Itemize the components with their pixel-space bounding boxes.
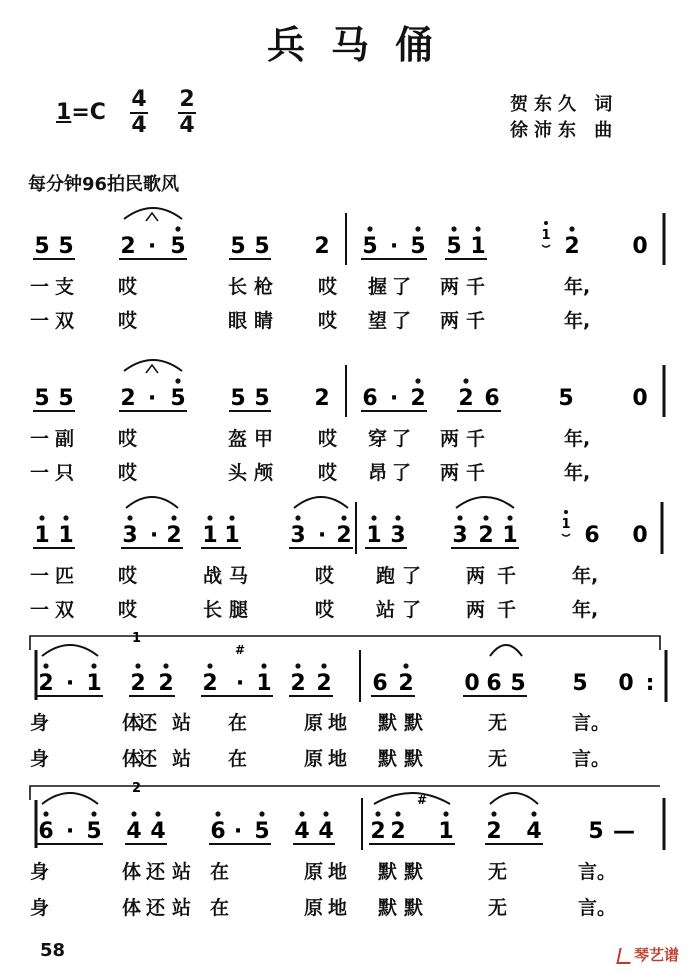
lyric-char: 默 xyxy=(404,748,424,770)
octave-dot xyxy=(507,515,512,520)
lyric-char: 无 xyxy=(488,748,508,770)
lyric-char: 原 xyxy=(304,748,324,770)
lyric-char: 握 xyxy=(368,276,388,298)
note: 3 xyxy=(122,523,138,548)
note: 4 xyxy=(126,819,142,844)
lyric-char: 还 xyxy=(146,897,166,919)
lyricist-credit: 贺东久 词 xyxy=(510,94,619,115)
note: 2 xyxy=(120,234,136,259)
dot-note: · xyxy=(147,234,157,259)
lyric-char: 身 xyxy=(30,897,50,919)
octave-dot xyxy=(415,378,420,383)
lyric-char: 两 xyxy=(440,428,460,450)
note: 5 xyxy=(254,819,270,844)
tempo-marking: 每分钟96拍民歌风 xyxy=(28,174,180,195)
octave-dot xyxy=(295,515,300,520)
lyric-char: 战 xyxy=(203,565,223,587)
note: 2 xyxy=(290,671,306,696)
dot-note: · xyxy=(233,819,243,844)
lyric-char: 地 xyxy=(328,897,348,919)
lyric-char: 了 xyxy=(402,565,422,587)
lyric-char: 两 xyxy=(466,565,486,587)
octave-dot xyxy=(483,515,488,520)
note: 5 xyxy=(572,671,588,696)
lyric-char: 哎 xyxy=(118,565,138,587)
note: 6 xyxy=(486,671,502,696)
note: 2 xyxy=(202,671,218,696)
octave-dot xyxy=(131,811,136,816)
lyric-char: 一 xyxy=(30,428,50,450)
note: 0 xyxy=(632,523,648,548)
lyric-char: 身 xyxy=(30,861,50,883)
lyric-char: 站 xyxy=(172,712,192,734)
lyric-char: 哎 xyxy=(315,599,335,621)
octave-dot xyxy=(544,221,548,225)
lyric-char: 还 xyxy=(138,748,158,770)
octave-dot xyxy=(341,515,346,520)
note: 5 xyxy=(230,386,246,411)
lyric-char: 无 xyxy=(488,712,508,734)
slur xyxy=(490,793,538,804)
lyric-char: 了 xyxy=(392,428,412,450)
lyric-char: 一 xyxy=(30,310,50,332)
note: 2 xyxy=(458,386,474,411)
lyric-char: 千 xyxy=(466,310,486,332)
lyric-char: 原 xyxy=(304,861,324,883)
lyric-char: 马 xyxy=(229,565,249,587)
note: 2 xyxy=(410,386,426,411)
note: 3 xyxy=(452,523,468,548)
lyric-char: 年, xyxy=(572,599,599,621)
octave-dot xyxy=(569,226,574,231)
lyric-char: 哎 xyxy=(118,310,138,332)
slur xyxy=(490,645,522,656)
slur xyxy=(294,497,348,508)
grace-tie xyxy=(562,534,570,536)
note: 2 xyxy=(38,671,54,696)
sharp-mark: # xyxy=(416,793,428,807)
octave-dot xyxy=(531,811,536,816)
lyric-char: 默 xyxy=(404,861,424,883)
lyric-char: 站 xyxy=(376,599,396,621)
octave-dot xyxy=(367,226,372,231)
lyric-char: 年, xyxy=(564,276,591,298)
dot-note: · xyxy=(235,671,245,696)
note: 6 xyxy=(584,523,600,548)
note: 5 xyxy=(558,386,574,411)
accent-arrow xyxy=(146,365,158,373)
slur xyxy=(42,645,98,656)
octave-dot xyxy=(43,663,48,668)
lyric-char: 原 xyxy=(304,897,324,919)
volta-number: 1 xyxy=(132,631,142,646)
dot-note: · xyxy=(149,523,159,548)
lyric-char: 默 xyxy=(404,897,424,919)
lyric-char: 地 xyxy=(328,861,348,883)
lyric-char: 默 xyxy=(378,861,398,883)
lyric-char: 千 xyxy=(466,462,486,484)
note: 0 xyxy=(632,386,648,411)
octave-dot xyxy=(175,226,180,231)
volta-bracket xyxy=(30,636,660,650)
lyric-char: 在 xyxy=(210,861,230,883)
note: — xyxy=(613,819,635,844)
note: 1 xyxy=(438,819,454,844)
octave-dot xyxy=(127,515,132,520)
octave-dot xyxy=(63,515,68,520)
lyric-char: 眼 xyxy=(228,310,248,332)
lyric-char: 两 xyxy=(440,310,460,332)
note: 2 xyxy=(564,234,580,259)
note: 5 xyxy=(230,234,246,259)
note: 2 xyxy=(158,671,174,696)
lyric-char: 匹 xyxy=(55,565,75,587)
note: 6 xyxy=(38,819,54,844)
lyric-char: 言。 xyxy=(578,861,617,883)
note: : xyxy=(645,671,655,696)
dot-note: · xyxy=(65,819,75,844)
octave-dot xyxy=(403,663,408,668)
lyric-char: 体 xyxy=(122,897,142,919)
note: 1 xyxy=(34,523,50,548)
key-equals: =C xyxy=(71,100,106,125)
sharp-mark: # xyxy=(234,643,246,657)
note: 1 xyxy=(202,523,218,548)
dot-note: · xyxy=(65,671,75,696)
octave-dot xyxy=(175,378,180,383)
lyric-char: 一 xyxy=(30,599,50,621)
lyric-char: 长 xyxy=(228,276,248,298)
lyric-char: 一 xyxy=(30,276,50,298)
octave-dot xyxy=(457,515,462,520)
lyric-char: 在 xyxy=(228,748,248,770)
logo-icon xyxy=(616,948,633,964)
lyric-char: 了 xyxy=(392,310,412,332)
note: 1 xyxy=(366,523,382,548)
meter-2-top: 2 xyxy=(179,87,195,112)
note: 5 xyxy=(588,819,604,844)
note: 2 xyxy=(316,671,332,696)
octave-dot xyxy=(475,226,480,231)
note: 5 xyxy=(58,386,74,411)
site-logo xyxy=(618,944,679,965)
lyric-char: 了 xyxy=(392,462,412,484)
grace-note: 1 xyxy=(541,228,551,243)
meter-1-top: 4 xyxy=(131,87,147,112)
lyric-char: 哎 xyxy=(318,276,338,298)
octave-dot xyxy=(451,226,456,231)
note: 0 xyxy=(618,671,634,696)
lyric-char: 体 xyxy=(122,712,142,734)
composer-credit: 徐沛东 曲 xyxy=(510,120,619,141)
lyric-char: 在 xyxy=(228,712,248,734)
lyric-char: 站 xyxy=(172,861,192,883)
dot-note: · xyxy=(389,386,399,411)
lyric-char: 体 xyxy=(122,861,142,883)
lyric-char: 哎 xyxy=(318,462,338,484)
lyric-char: 默 xyxy=(378,712,398,734)
octave-dot xyxy=(395,811,400,816)
note: 5 xyxy=(34,386,50,411)
lyric-char: 在 xyxy=(210,897,230,919)
lyric-char: 地 xyxy=(328,712,348,734)
note: 5 xyxy=(254,386,270,411)
note: 2 xyxy=(486,819,502,844)
octave-dot xyxy=(261,663,266,668)
lyric-char: 支 xyxy=(55,276,75,298)
note: 0 xyxy=(632,234,648,259)
lyric-char: 千 xyxy=(466,428,486,450)
lyric-char: 双 xyxy=(55,310,75,332)
lyric-char: 了 xyxy=(392,276,412,298)
slur xyxy=(42,793,98,804)
octave-dot xyxy=(443,811,448,816)
octave-dot xyxy=(43,811,48,816)
note: 0 xyxy=(464,671,480,696)
note: 5 xyxy=(170,234,186,259)
octave-dot xyxy=(135,663,140,668)
note: 5 xyxy=(86,819,102,844)
slur xyxy=(374,793,450,804)
note: 6 xyxy=(362,386,378,411)
accent-arrow xyxy=(146,213,158,221)
lyric-char: 副 xyxy=(55,428,75,450)
note: 2 xyxy=(314,234,330,259)
octave-dot xyxy=(163,663,168,668)
note: 2 xyxy=(478,523,494,548)
note: 5 xyxy=(170,386,186,411)
octave-dot xyxy=(299,811,304,816)
octave-dot xyxy=(229,515,234,520)
lyric-char: 哎 xyxy=(118,276,138,298)
octave-dot xyxy=(91,663,96,668)
lyric-char: 地 xyxy=(328,748,348,770)
note: 1 xyxy=(256,671,272,696)
note: 2 xyxy=(370,819,386,844)
octave-dot xyxy=(395,515,400,520)
note: 5 xyxy=(34,234,50,259)
note: 1 xyxy=(86,671,102,696)
page-number: 58 xyxy=(40,940,66,961)
lyric-char: 默 xyxy=(404,712,424,734)
meter-2-bottom: 4 xyxy=(179,113,195,138)
lyric-char: 站 xyxy=(172,748,192,770)
note: 4 xyxy=(294,819,310,844)
lyric-char: 哎 xyxy=(315,565,335,587)
note: 1 xyxy=(58,523,74,548)
lyric-char: 了 xyxy=(402,599,422,621)
octave-dot xyxy=(323,811,328,816)
note: 6 xyxy=(372,671,388,696)
lyric-char: 原 xyxy=(304,712,324,734)
lyric-char: 千 xyxy=(466,276,486,298)
lyric-char: 双 xyxy=(55,599,75,621)
note: 3 xyxy=(290,523,306,548)
octave-dot xyxy=(91,811,96,816)
octave-dot xyxy=(564,510,568,514)
lyric-char: 昂 xyxy=(368,462,388,484)
lyric-char: 年, xyxy=(564,428,591,450)
dot-note: · xyxy=(147,386,157,411)
lyric-char: 腿 xyxy=(229,599,249,621)
lyric-char: 言。 xyxy=(578,897,617,919)
note: 1 xyxy=(470,234,486,259)
lyric-char: 盔 xyxy=(228,428,248,450)
lyric-char: 头 xyxy=(228,462,248,484)
octave-dot xyxy=(171,515,176,520)
note: 2 xyxy=(390,819,406,844)
meter-1-bottom: 4 xyxy=(131,113,147,138)
octave-dot xyxy=(295,663,300,668)
note: 6 xyxy=(210,819,226,844)
slur xyxy=(456,497,514,508)
note: 5 xyxy=(254,234,270,259)
lyric-char: 颅 xyxy=(254,462,274,484)
lyric-char: 千 xyxy=(497,565,517,587)
note: 5 xyxy=(410,234,426,259)
key-tonic: 1 xyxy=(56,100,72,125)
octave-dot xyxy=(155,811,160,816)
lyric-char: 一 xyxy=(30,565,50,587)
octave-dot xyxy=(215,811,220,816)
lyric-char: 千 xyxy=(497,599,517,621)
lyric-char: 一 xyxy=(30,462,50,484)
lyric-char: 年, xyxy=(564,462,591,484)
note: 3 xyxy=(390,523,406,548)
note: 4 xyxy=(526,819,542,844)
logo-text: 琴艺谱 xyxy=(634,946,680,964)
note: 4 xyxy=(318,819,334,844)
note: 2 xyxy=(130,671,146,696)
octave-dot xyxy=(321,663,326,668)
note: 5 xyxy=(362,234,378,259)
note: 1 xyxy=(224,523,240,548)
lyric-char: 还 xyxy=(146,861,166,883)
lyric-char: 体 xyxy=(122,748,142,770)
lyric-char: 言。 xyxy=(572,748,611,770)
octave-dot xyxy=(463,378,468,383)
lyric-char: 哎 xyxy=(318,310,338,332)
octave-dot xyxy=(207,515,212,520)
lyric-char: 两 xyxy=(440,276,460,298)
octave-dot xyxy=(207,663,212,668)
lyric-char: 枪 xyxy=(254,276,274,298)
dot-note: · xyxy=(317,523,327,548)
note: 5 xyxy=(510,671,526,696)
lyric-char: 哎 xyxy=(118,428,138,450)
note: 4 xyxy=(150,819,166,844)
lyric-char: 长 xyxy=(203,599,223,621)
octave-dot xyxy=(259,811,264,816)
lyric-char: 只 xyxy=(55,462,75,484)
lyric-char: 还 xyxy=(138,712,158,734)
lyric-char: 睛 xyxy=(254,310,274,332)
grace-tie xyxy=(542,245,550,247)
lyric-char: 哎 xyxy=(318,428,338,450)
page-title: 兵马俑 xyxy=(266,23,459,67)
lyric-char: 站 xyxy=(172,897,192,919)
lyric-char: 身 xyxy=(30,748,50,770)
lyric-char: 两 xyxy=(466,599,486,621)
note: 2 xyxy=(336,523,352,548)
note: 6 xyxy=(484,386,500,411)
note: 2 xyxy=(398,671,414,696)
note: 1 xyxy=(502,523,518,548)
lyric-char: 年, xyxy=(572,565,599,587)
octave-dot xyxy=(39,515,44,520)
lyric-char: 两 xyxy=(440,462,460,484)
octave-dot xyxy=(371,515,376,520)
lyric-char: 哎 xyxy=(118,599,138,621)
note: 2 xyxy=(120,386,136,411)
lyric-char: 言。 xyxy=(572,712,611,734)
note: 2 xyxy=(166,523,182,548)
lyric-char: 穿 xyxy=(368,428,388,450)
lyric-char: 哎 xyxy=(118,462,138,484)
lyric-char: 默 xyxy=(378,897,398,919)
lyric-char: 甲 xyxy=(254,428,274,450)
lyric-char: 身 xyxy=(30,712,50,734)
volta-number: 2 xyxy=(132,781,142,796)
lyric-char: 默 xyxy=(378,748,398,770)
note: 5 xyxy=(58,234,74,259)
lyric-char: 年, xyxy=(564,310,591,332)
note: 2 xyxy=(314,386,330,411)
dot-note: · xyxy=(389,234,399,259)
note: 5 xyxy=(446,234,462,259)
lyric-char: 无 xyxy=(488,861,508,883)
octave-dot xyxy=(375,811,380,816)
lyric-char: 望 xyxy=(368,310,388,332)
octave-dot xyxy=(491,811,496,816)
grace-note: 1 xyxy=(561,517,571,532)
lyric-char: 无 xyxy=(488,897,508,919)
slur xyxy=(126,497,178,508)
lyric-char: 跑 xyxy=(376,565,396,587)
octave-dot xyxy=(415,226,420,231)
volta-bracket xyxy=(30,786,660,800)
